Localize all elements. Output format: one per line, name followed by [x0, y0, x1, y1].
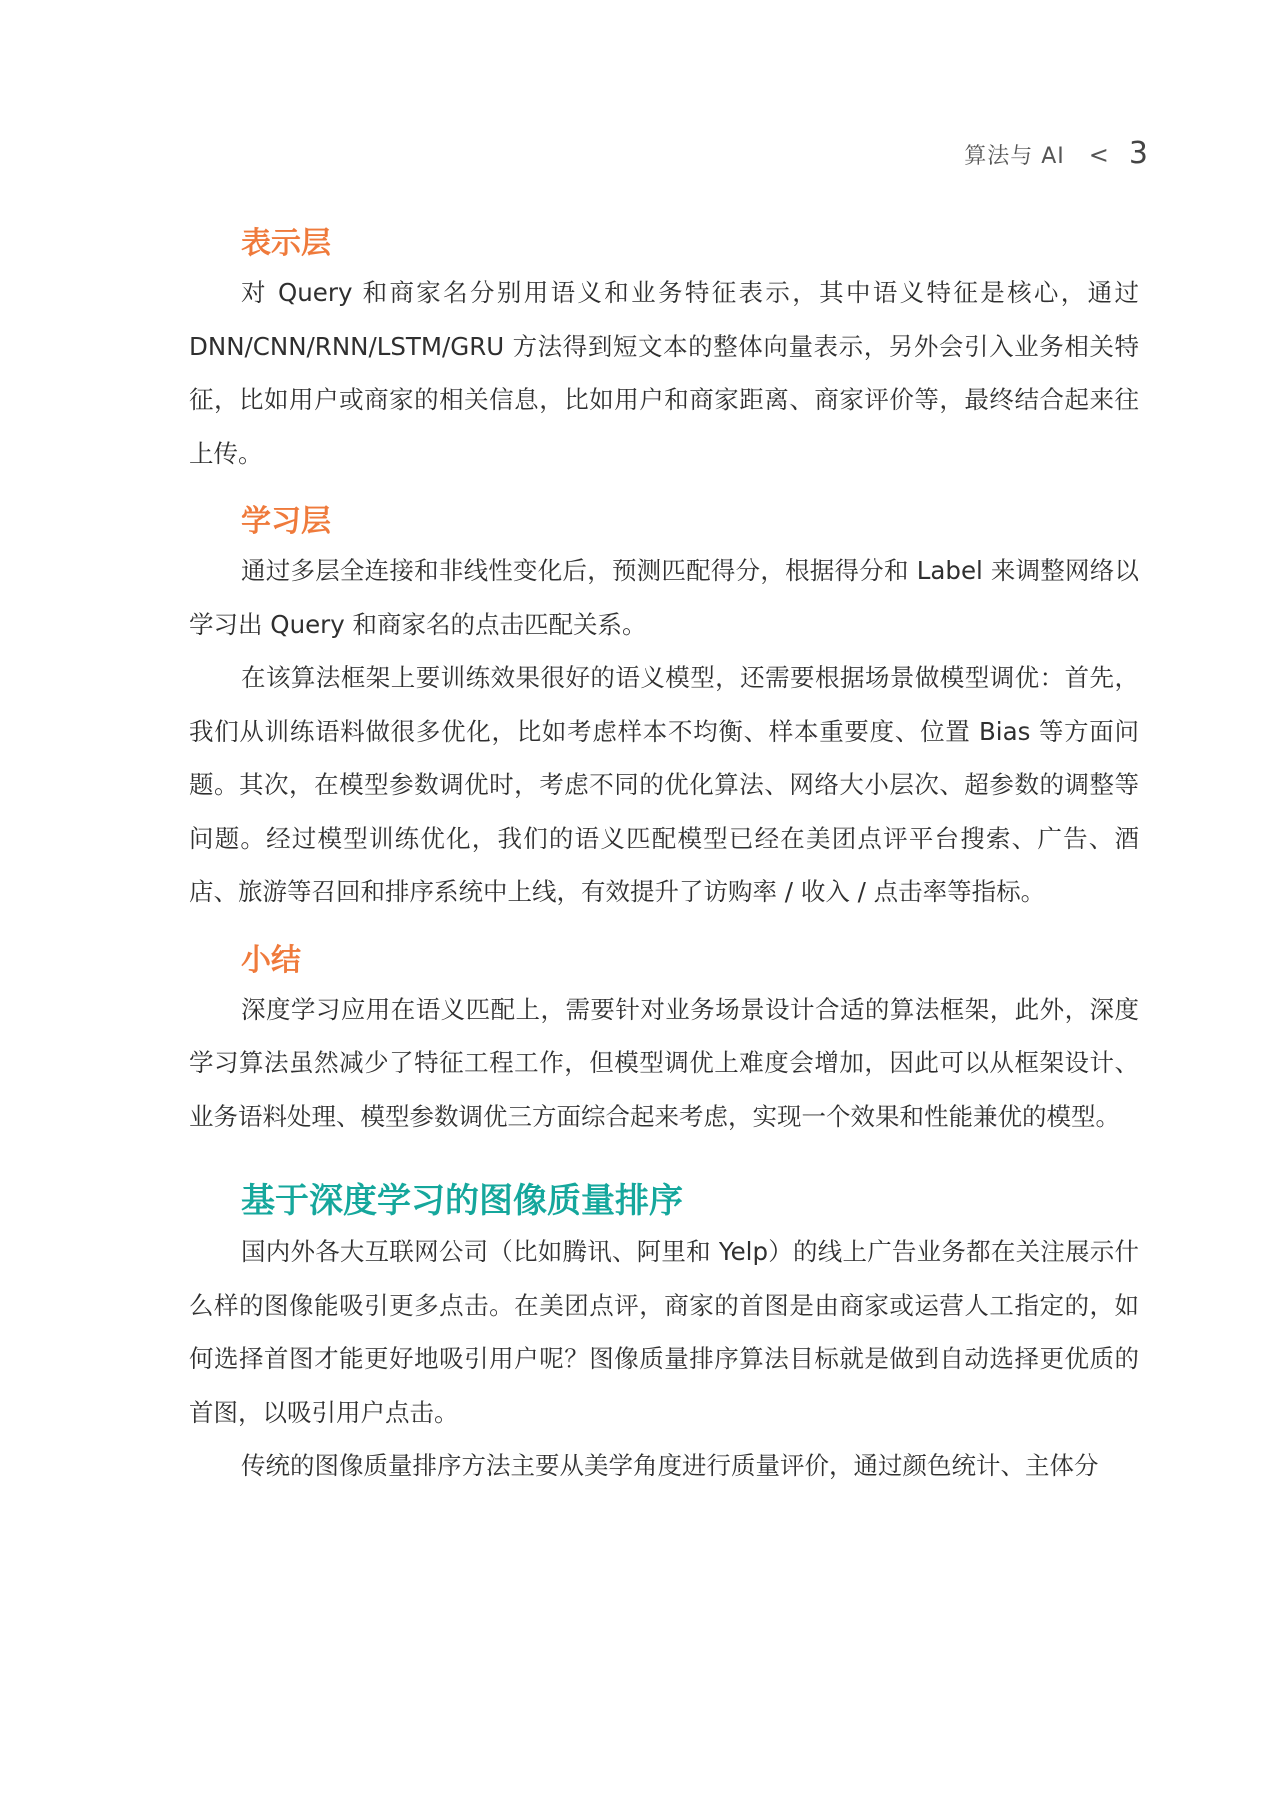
heading-learning-layer: 学习层	[241, 504, 331, 539]
heading-summary: 小结	[241, 942, 301, 978]
paragraph: 深度学习应用在语义匹配上，需要针对业务场景设计合适的算法框架，此外，深度学习算法虽然减少了特征工程工作，但模型调优上难度会增加，因此可以从框架设计、业务语料处理、模型参数调优三方面综合起来考虑，实现一个效果和性能兼优的模型。	[189, 994, 1139, 1131]
running-section-title: 算法与 AI	[964, 144, 1065, 169]
page-header	[964, 136, 1148, 171]
page-number: 3	[1128, 136, 1148, 171]
paragraph: 在该算法框架上要训练效果很好的语义模型，还需要根据场景做模型调优：首先，我们从训练语料做很多优化，比如考虑样本不均衡、样本重要度、位置 Bias 等方面问题。其次，在模型参数调优时，考虑不同的优化算法、网络大小层次、超参数的调整等问题。经过模型训练优化，我们的语义匹配模型已经在美团点评平台搜索、广告、酒店、旅游等召回和排序系统中上线，有效提升了访购率 / 收入 / 点击率等指标。	[189, 663, 1139, 906]
page-content	[189, 222, 1139, 1493]
paragraph: 传统的图像质量排序方法主要从美学角度进行质量评价，通过颜色统计、主体分	[241, 1451, 1099, 1480]
heading-representation-layer: 表示层	[241, 226, 331, 261]
heading-image-quality-ranking: 基于深度学习的图像质量排序	[241, 1181, 683, 1221]
paragraph: 通过多层全连接和非线性变化后，预测匹配得分，根据得分和 Label 来调整网络以学习出 Query 和商家名的点击匹配关系。	[189, 556, 1139, 639]
paragraph: 对 Query 和商家名分别用语义和业务特征表示，其中语义特征是核心，通过 DNN/CNN/RNN/LSTM/GRU 方法得到短文本的整体向量表示，另外会引入业务相关特征，比如用户或商家的相关信息，比如用户和商家距离、商家评价等，最终结合起来往上传。	[189, 278, 1139, 468]
paragraph: 国内外各大互联网公司（比如腾讯、阿里和 Yelp）的线上广告业务都在关注展示什么样的图像能吸引更多点击。在美团点评，商家的首图是由商家或运营人工指定的，如何选择首图才能更好地吸引用户呢？图像质量排序算法目标就是做到自动选择更优质的首图，以吸引用户点击。	[189, 1237, 1139, 1427]
chevron-left-icon: <	[1088, 141, 1109, 169]
